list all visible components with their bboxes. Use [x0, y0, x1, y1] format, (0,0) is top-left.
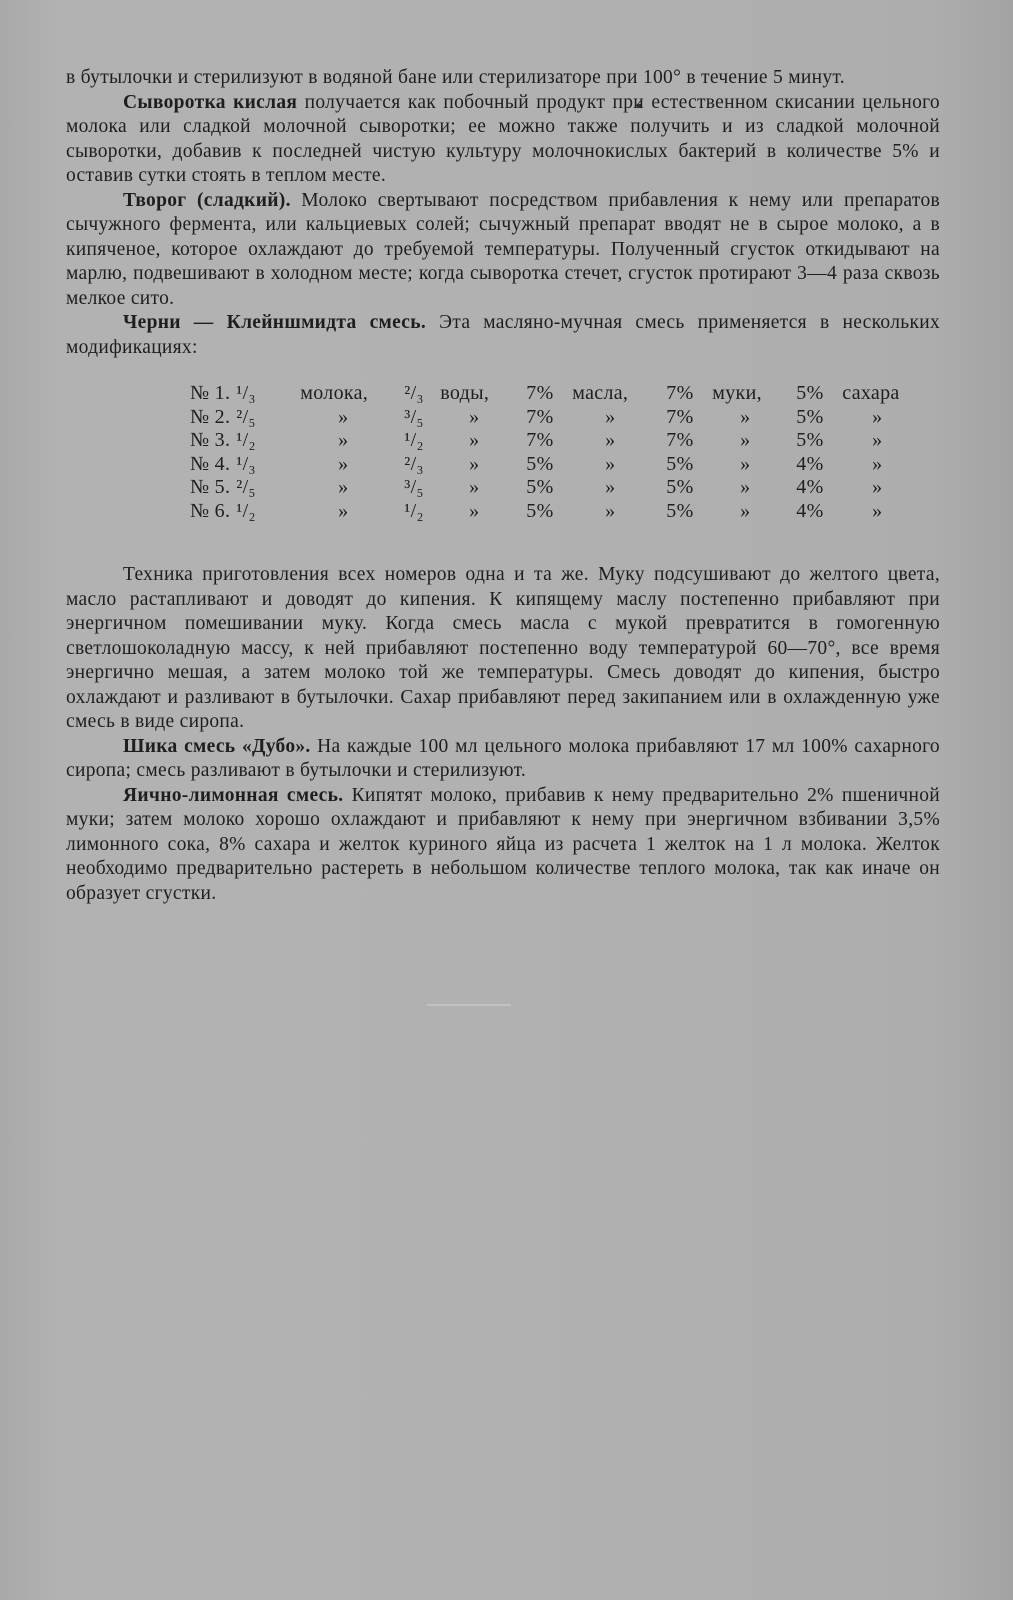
- paragraph-preparation-technique: Техника приготовления всех номеров одна и та же. Муку подсушивают до желтого цвета, масло растапливают и доводят до кипения. К кипящему маслу постепенно прибавляют при энергичном помешивании муку. Когда смесь масла с мукой превратится в гомогенную светлошоколадную массу, к ней прибавляют постепенно воду температурой 60—70°, все время энергично мешая, а затем молоко той же температуры. Смесь доводят до кипения, быстро охлаждают и разливают в бутылочки. Сахар прибавляют перед закипанием или в охлажденную уже смесь в виде сиропа.: [66, 564, 940, 732]
- sugar-label: »: [872, 476, 883, 498]
- sugar-label: сахара: [842, 382, 900, 404]
- flour-label: »: [740, 499, 751, 522]
- mixture-modifications-table: [190, 382, 930, 523]
- paragraph-cottage-cheese: Творог (сладкий). Молоко свертывают посредством прибавления к нему или препаратов сычужного фермента, или кальциевых солей; сычужный препарат вводят не в сырое молоко, а в кипяченое, которое охлаждают до требуемой температуры. Полученный сгусток откидывают на марлю, подвешивают в холодном месте; когда сыворотка стечет, сгусток протирают 3—4 раза сквозь мелкое сито.: [66, 189, 941, 309]
- sugar-label: »: [872, 429, 883, 451]
- row-number: № 3.: [190, 429, 231, 451]
- term-sour-whey: Сыворотка кислая: [123, 91, 298, 113]
- table-row: [190, 406, 930, 430]
- term-cottage-cheese: Творог (сладкий).: [123, 189, 291, 211]
- sugar-label: »: [872, 499, 883, 522]
- butter-percent: 7%: [526, 382, 554, 404]
- flour-percent: 7%: [666, 405, 694, 428]
- page-text: [66, 66, 940, 906]
- water-fraction: ²/₃: [404, 382, 424, 404]
- water-label: воды,: [440, 382, 490, 404]
- butter-label: »: [605, 429, 616, 451]
- table-row: [190, 429, 930, 453]
- row-number: № 4.: [190, 452, 231, 475]
- paragraph-schick-dubo: Шика смесь «Дубо». На каждые 100 мл цельного молока прибавляют 17 мл 100% сахарного сиропа; смесь разливают в бутылочки и стерилизуют.: [66, 735, 940, 781]
- butter-label: масла,: [572, 382, 629, 404]
- flour-percent: 5%: [666, 452, 694, 475]
- sugar-percent: 5%: [796, 429, 824, 451]
- water-label: »: [469, 499, 480, 522]
- milk-fraction: ¹/₂: [236, 499, 256, 522]
- milk-fraction: ²/₅: [236, 476, 256, 498]
- butter-percent: 5%: [526, 499, 554, 522]
- paragraph-sterilization-end: в бутылочки и стерилизуют в водяной бане или стерилизаторе при 100° в течение 5 минут.: [66, 67, 845, 88]
- sugar-percent: 5%: [796, 382, 824, 404]
- milk-label: »: [338, 405, 349, 428]
- flour-percent: 5%: [666, 476, 694, 498]
- butter-percent: 5%: [526, 452, 554, 475]
- milk-label: молока,: [300, 382, 369, 404]
- scan-mark: [427, 1004, 511, 1006]
- water-fraction: ³/₅: [404, 476, 424, 498]
- table-row: [190, 500, 930, 524]
- term-schick-dubo: Шика смесь «Дубо».: [123, 735, 311, 757]
- butter-percent: 7%: [526, 429, 554, 451]
- water-label: »: [469, 429, 480, 451]
- sugar-percent: 5%: [796, 405, 824, 428]
- butter-label: »: [605, 452, 616, 475]
- water-label: »: [469, 452, 480, 475]
- row-number: № 5.: [190, 476, 231, 498]
- term-czerny-kleinschmidt: Черни — Клейншмидта смесь.: [123, 312, 427, 333]
- table-row: [190, 476, 930, 500]
- flour-percent: 5%: [666, 499, 694, 522]
- milk-fraction: ¹/₃: [236, 382, 256, 404]
- flour-label: »: [740, 429, 751, 451]
- butter-label: »: [605, 405, 616, 428]
- row-number: № 6.: [190, 499, 231, 522]
- milk-label: »: [338, 429, 349, 451]
- water-fraction: ¹/₂: [404, 499, 424, 522]
- row-number: № 1.: [190, 382, 231, 404]
- flour-label: »: [740, 405, 751, 428]
- milk-label: »: [338, 452, 349, 475]
- paragraph-egg-lemon: Яично-лимонная смесь. Кипятят молоко, прибавив к нему предварительно 2% пшеничной муки; затем молоко хорошо охлаждают и прибавляют к нему при энергичном взбивании 3,5% лимонного сока, 8% сахара и желток куриного яйца из расчета 1 желток на 1 л молока. Желток необходимо предварительно растереть в небольшом количестве теплого молока, так как иначе он образует сгустки.: [66, 784, 940, 904]
- flour-label: муки,: [712, 382, 762, 404]
- flour-label: »: [740, 452, 751, 475]
- paragraph-czerny-kleinschmidt: Черни — Клейншмидта смесь. Эта масляно-мучная смесь применяется в нескольких модификациях:: [66, 312, 940, 358]
- butter-label: »: [605, 476, 616, 498]
- water-label: »: [469, 405, 480, 428]
- milk-fraction: ¹/₃: [236, 452, 256, 475]
- water-fraction: ²/₃: [404, 452, 424, 475]
- sugar-percent: 4%: [796, 499, 824, 522]
- sugar-label: »: [872, 452, 883, 475]
- table-row: [190, 382, 930, 406]
- flour-percent: 7%: [666, 382, 694, 404]
- butter-label: »: [605, 499, 616, 522]
- water-fraction: ¹/₂: [404, 429, 424, 451]
- milk-fraction: ¹/₂: [236, 429, 256, 451]
- row-number: № 2.: [190, 405, 231, 428]
- term-egg-lemon: Яично-лимонная смесь.: [123, 784, 344, 806]
- sugar-label: »: [872, 405, 883, 428]
- flour-label: »: [740, 476, 751, 498]
- water-label: »: [469, 476, 480, 498]
- sugar-percent: 4%: [796, 476, 824, 498]
- paragraph-sour-whey: Сыворотка кислая получается как побочный продукт при естественном скисании цельного молока или сладкой молочной сыворотки; ее можно также получить и из сладкой молочной сыворотки, добавив к последней чистую культуру молочнокислых бактерий в количестве 5% и оставив сутки стоять в теплом месте.: [66, 91, 940, 186]
- milk-fraction: ²/₅: [236, 405, 256, 428]
- butter-percent: 7%: [526, 405, 554, 428]
- butter-percent: 5%: [526, 476, 554, 498]
- milk-label: »: [338, 476, 349, 498]
- sugar-percent: 4%: [796, 452, 824, 475]
- milk-label: »: [338, 499, 349, 522]
- water-fraction: ³/₅: [404, 405, 424, 428]
- flour-percent: 7%: [666, 429, 694, 451]
- table-row: [190, 453, 930, 477]
